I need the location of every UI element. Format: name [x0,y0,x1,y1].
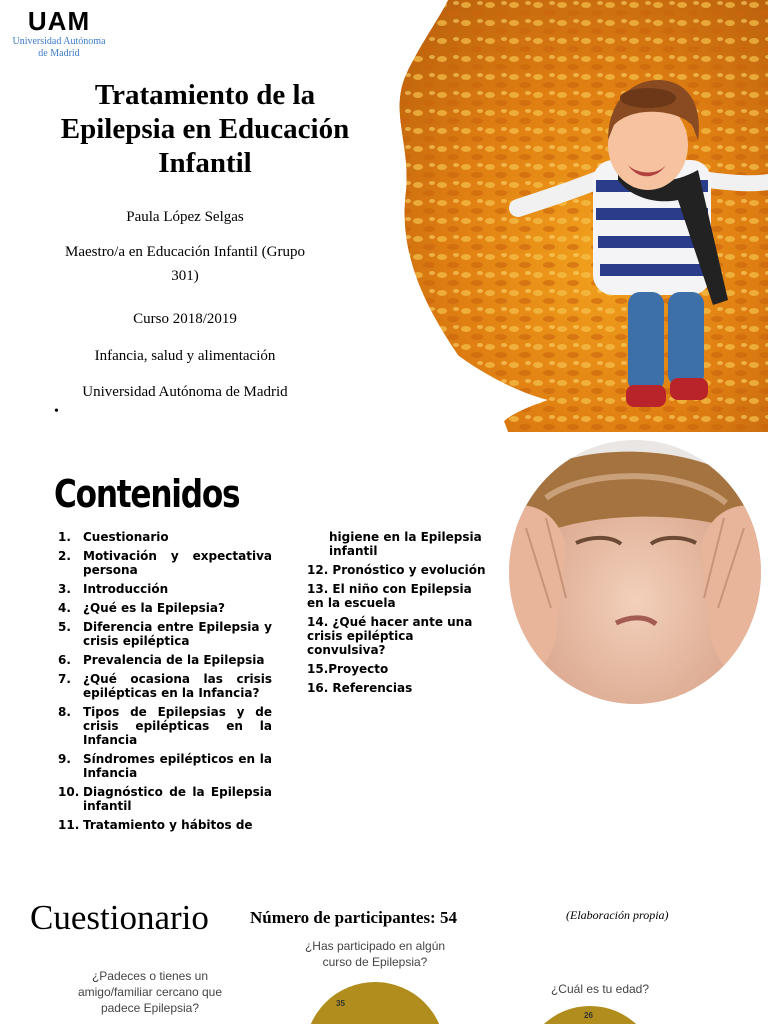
pie-chart-1 [300,980,450,1024]
questionnaire-slide [0,872,768,1024]
list-item: 13. El niño con Epilepsia en la escuela [307,582,472,610]
presentation-title [30,78,380,180]
contents-slide [0,436,768,868]
university-logo [4,6,114,60]
list-item: 12. Pronóstico y evolución [307,563,486,577]
bullet-point: • [54,404,59,419]
contents-list-column-1 [58,530,272,837]
contents-list-column-2 [307,530,487,700]
data-label: 35 [336,999,345,1008]
title-line-1: Tratamiento de la [94,79,316,111]
list-item: 4. ¿Qué es la Epilepsia? [58,601,225,615]
source-note: (Elaboración propia) [566,908,669,922]
questionnaire-heading: Cuestionario [30,898,209,937]
question-2: ¿Has participado en algún curso de Epilepsia? [304,939,446,969]
participants-label: Número de participantes: [250,908,436,927]
list-item: higiene en la Epilepsia infantil [329,530,482,558]
logo-line-2: de Madrid [38,48,80,59]
list-item: 6. Prevalencia de la Epilepsia [58,653,265,667]
child-running-autumn-photo [388,0,768,432]
course-year: Curso 2018/2019 [133,311,237,327]
participants-count [250,908,457,928]
list-item: 11. Tratamiento y hábitos de [58,818,253,832]
subject-name: Infancia, salud y alimentación [94,348,276,364]
question-1: ¿Padeces o tienes un amigo/familiar cercano que padece Epilepsia? [77,969,223,1015]
question-3: ¿Cuál es tu edad? [550,982,650,996]
list-item: 10. Diagnóstico de la Epilepsia infantil [58,785,272,813]
degree-line-1: Maestro/a en Educación Infantil (Grupo [65,244,305,260]
list-item: 2. Motivación y expectativa persona [58,549,272,577]
list-item: 9. Síndromes epilépticos en la Infancia [58,752,272,780]
list-item: 5. Diferencia entre Epilepsia y crisis epiléptica [58,620,272,648]
pie-chart-2 [520,1002,660,1024]
contents-heading: Contenidos [54,472,240,516]
logo-mark: UAM [27,6,91,36]
list-item: 15.Proyecto [307,662,389,676]
title-slide [0,0,768,432]
university-name: Universidad Autónoma de Madrid [82,384,288,400]
list-item: 14. ¿Qué hacer ante una crisis epiléptica convulsiva? [307,615,473,657]
list-item: 7. ¿Qué ocasiona las crisis epilépticas en la Infancia? [58,672,272,700]
degree [50,240,320,288]
list-item: 3. Introducción [58,582,169,596]
title-line-3: Infantil [158,147,252,179]
data-label: 26 [584,1011,593,1020]
title-line-2: Epilepsia en Educación [60,113,350,145]
degree-line-2: 301) [171,268,199,284]
pie-slice [305,982,445,1024]
list-item: 1. Cuestionario [58,530,169,544]
list-item: 16. Referencias [307,681,413,695]
logo-line-1: Universidad Autónoma [12,36,106,47]
author-name: Paula López Selgas [126,209,244,225]
child-headache-photo [506,438,764,706]
participants-value: 54 [439,908,457,927]
list-item: 8. Tipos de Epilepsias y de crisis epilépticas en la Infancia [58,705,272,747]
